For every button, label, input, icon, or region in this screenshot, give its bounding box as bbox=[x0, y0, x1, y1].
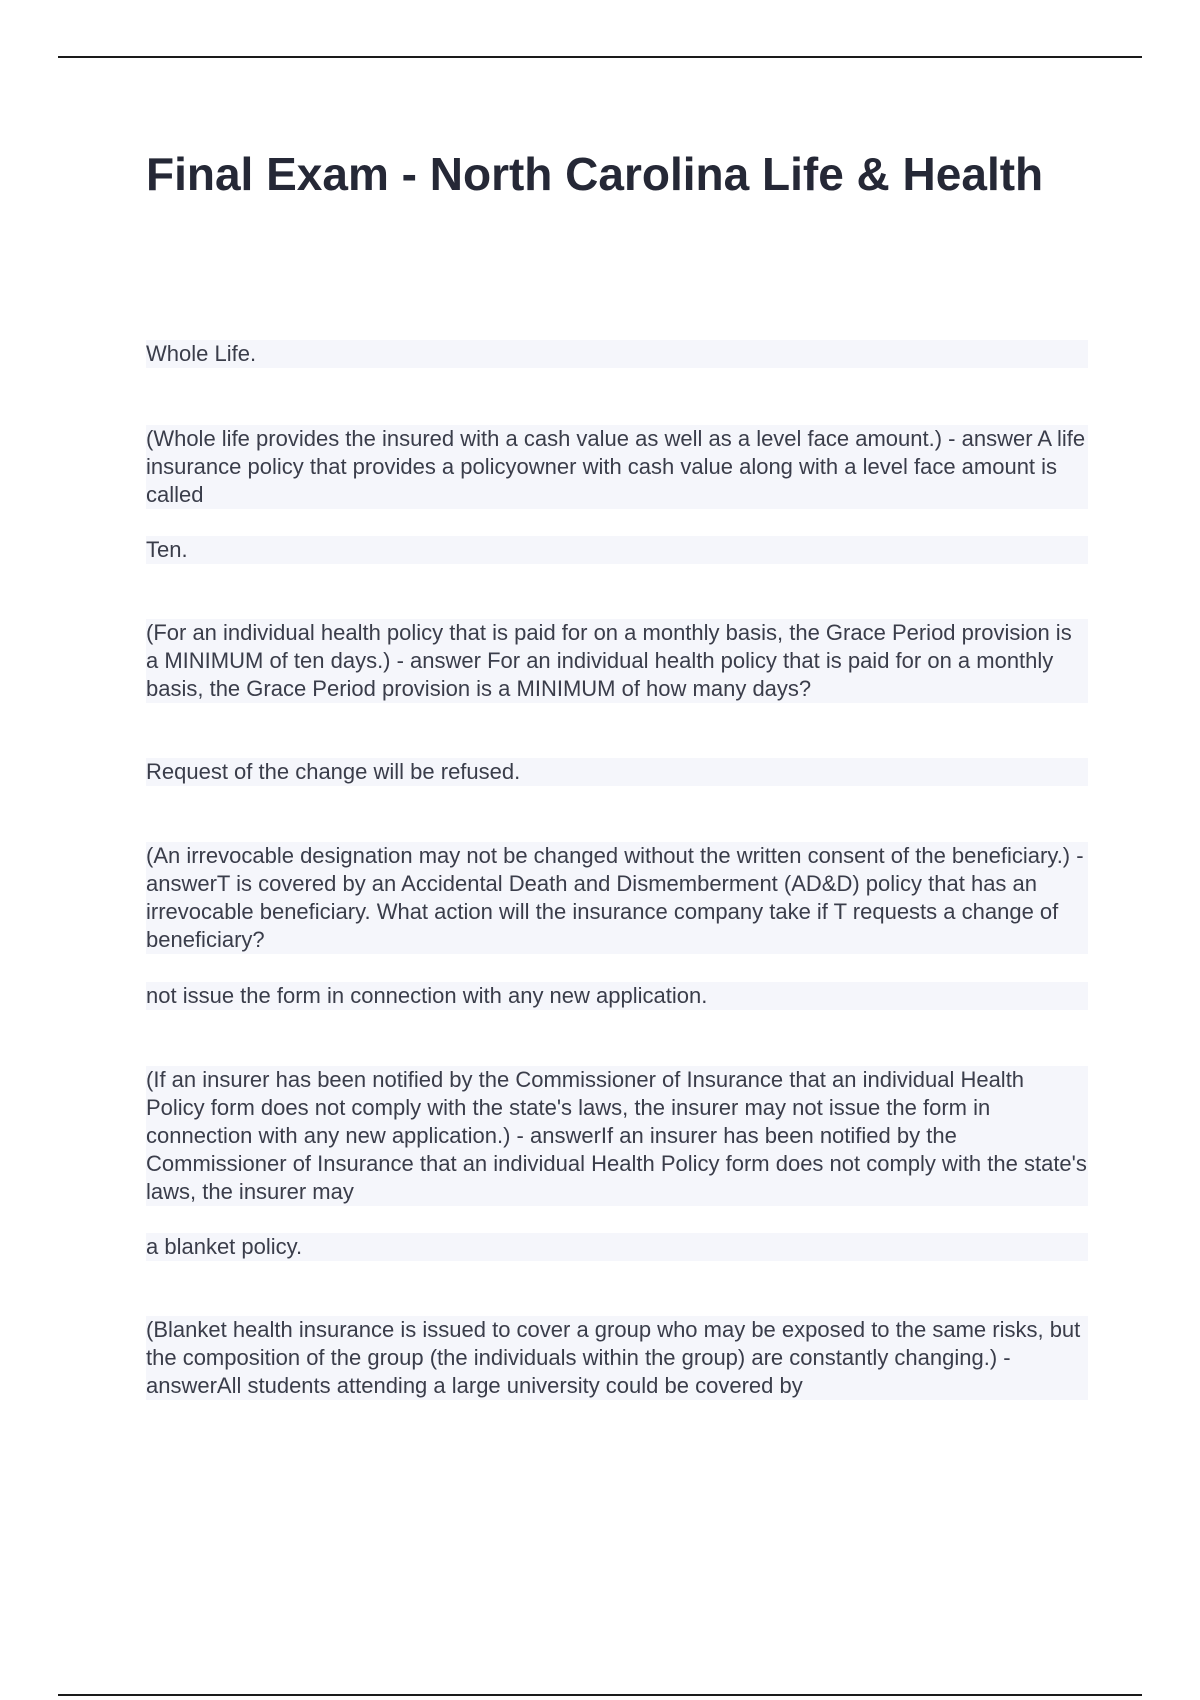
explanation-1: (Whole life provides the insured with a cash value as well as a level face amount.) - answer A life insurance policy that provides a policyowner with cash value along with a level face amount is called bbox=[146, 425, 1088, 509]
explanation-4: (If an insurer has been notified by the Commissioner of Insurance that an individual Health Policy form does not comply with the state's laws, the insurer may not issue the form in connection with any new application.) - answerIf an insurer has been notified by the Commissioner of Insurance that an individual Health Policy form does not comply with the state's laws, the insurer may bbox=[146, 1067, 1087, 1204]
explanation-2: (For an individual health policy that is paid for on a monthly basis, the Grace Period provision is a MINIMUM of ten days.) - answer For an individual health policy that is paid for on a monthly basis, the Grace Period provision is a MINIMUM of how many days? bbox=[146, 619, 1088, 703]
explanation-3: (An irrevocable designation may not be changed without the written consent of the beneficiary.) - answerT is covered by an Accidental Death and Dismemberment (AD&D) policy that has an irrevocable beneficiary. What action will the insurance company take if T requests a change of beneficiary? bbox=[146, 842, 1088, 954]
explanation-5: (Blanket health insurance is issued to cover a group who may be exposed to the same risks, but the composition of the group (the individuals within the group) are constantly changing.) - answerAll students attending a large university could be covered by bbox=[146, 1316, 1088, 1400]
answer-2: Ten. bbox=[146, 536, 1088, 564]
answer-3: Request of the change will be refused. bbox=[146, 758, 1088, 786]
answer-4: not issue the form in connection with any new application. bbox=[146, 982, 1088, 1010]
bottom-divider bbox=[58, 1694, 1142, 1696]
page-title: Final Exam - North Carolina Life & Health bbox=[146, 148, 1044, 200]
top-divider bbox=[58, 56, 1142, 58]
answer-1: Whole Life. bbox=[146, 340, 1088, 368]
answer-5: a blanket policy. bbox=[146, 1233, 1088, 1261]
